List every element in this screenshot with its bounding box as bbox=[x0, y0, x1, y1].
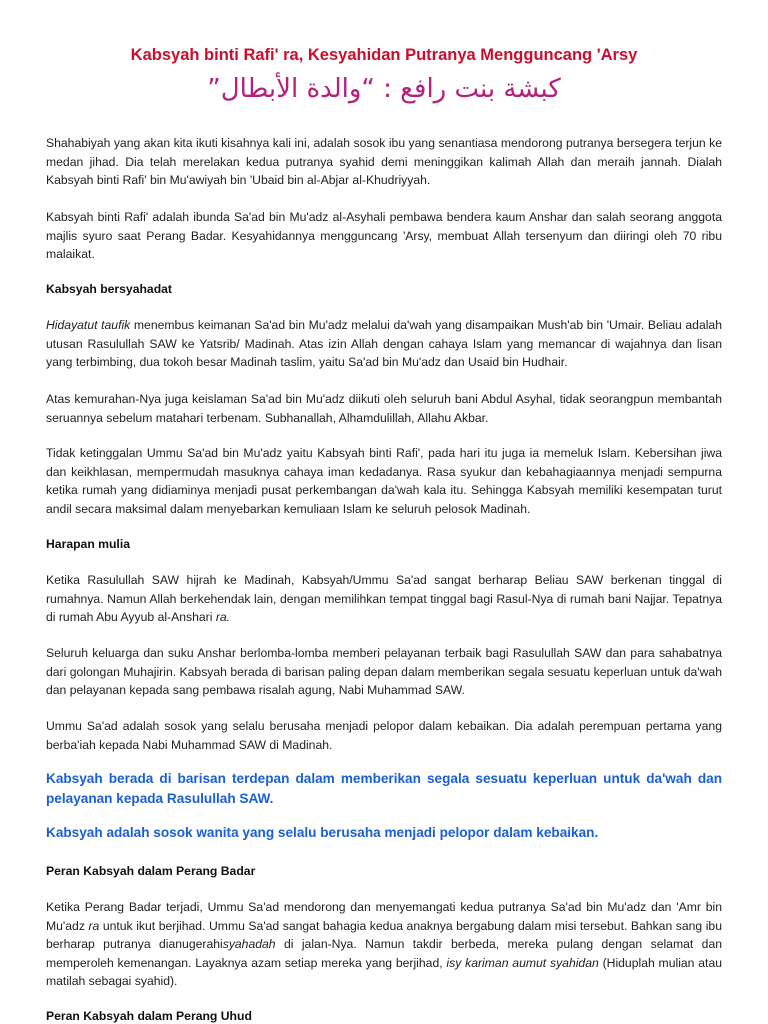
italic-ra: ra. bbox=[215, 610, 231, 624]
paragraph-8: Ummu Sa'ad adalah sosok yang selalu berusaha menjadi pelopor dalam kebaikan. Dia adalah perempuan pertama yang berba'iah kepada Nabi Muhammad SAW di Madinah. bbox=[46, 719, 722, 752]
paragraph-9-text-d: (Hiduplah mulian atau matilah sebagai syahid). bbox=[46, 955, 722, 988]
paragraph-5: Tidak ketinggalan Ummu Sa'ad bin Mu'adz yaitu Kabsyah binti Rafi', pada hari itu juga ia memeluk Islam. Kebersihan jiwa dan keikhlasan, mempermudah masuknya cahaya iman kedadanya. Rasa syukur dan kebahagiaannya menjadi sempurna ketika rumah yang didiaminya menjadi pusat perkembangan da'wah kala itu. Sehingga Kabsyah memiliki kesempatan turut andil secara maksimal dalam menyebarkan kemuliaan Islam ke seluruh pelosok Madinah. bbox=[46, 446, 722, 516]
paragraph-3-text: menembus keimanan Sa'ad bin Mu'adz melalui da'wah yang disampaikan Mush'ab bin 'Umair. Beliau adalah utusan Rasulullah SAW ke Yatsrib/ Madinah. Atas izin Allah dengan cahaya Islam yang memancar di wajahnya dan lisan yang terbimbing, dua tokoh besar Madinah taslim, yaitu Sa'ad bin Mu'adz dan Usaid bin Hudhair. bbox=[46, 318, 722, 369]
paragraph-6-text: Ketika Rasulullah SAW hijrah ke Madinah, Kabsyah/Ummu Sa'ad sangat berharap Beliau SAW berkenan tinggal di rumahnya. Namun Allah berkehendak lain, dengan memilihkan tempat tinggal bagi Rasul-Nya di rumah bani Najjar. Tepatnya di rumah Abu Ayyub al-Anshari bbox=[46, 573, 722, 624]
highlight-quote-2: Kabsyah adalah sosok wanita yang selalu berusaha menjadi pelopor dalam kebaikan. bbox=[46, 825, 599, 840]
heading-perang-uhud: Peran Kabsyah dalam Perang Uhud bbox=[46, 1009, 252, 1023]
paragraph-9 bbox=[46, 898, 722, 991]
heading-harapan-mulia: Harapan mulia bbox=[46, 537, 130, 551]
highlight-quote-1: Kabsyah berada di barisan terdepan dalam memberikan segala sesuatu keperluan untuk da'wah dan pelayanan kepada Rasulullah SAW. bbox=[46, 771, 722, 806]
paragraph-9-text-b: untuk ikut berjihad. Ummu Sa'ad sangat bahagia kedua anaknya bergabung dalam misi tersebut. Bahkan sang ibu berharap putranya dianugerahi bbox=[46, 918, 722, 951]
heading-kabsyah-bersyahadat: Kabsyah bersyahadat bbox=[46, 282, 172, 296]
paragraph-9-text-c: di jalan-Nya. Namun takdir berbeda, mereka pulang dengan selamat dan memperoleh kemenangan. Layaknya azam setiap mereka yang berjihad, bbox=[46, 937, 723, 970]
paragraph-3 bbox=[46, 316, 722, 372]
paragraph-9-text-a: Ketika Perang Badar terjadi, Ummu Sa'ad mendorong dan menyemangati kedua putranya Sa'ad bin Mu'adz dan 'Amr bin Mu'adz bbox=[46, 900, 722, 933]
paragraph-4: Atas kemurahan-Nya juga keislaman Sa'ad bin Mu'adz diikuti oleh seluruh bani Abdul Asyhal, tidak seorangpun membantah seruannya sebelum matahari terbenam. Subhanallah, Alhamdulillah, Allahu Akbar. bbox=[46, 392, 722, 425]
paragraph-2: Kabsyah binti Rafi' adalah ibunda Sa'ad bin Mu'adz al-Asyhali pembawa bendera kaum Anshar dan salah seorang anggota majlis syuro saat Perang Badar. Kesyahidannya mengguncang 'Arsy, membuat Allah tersenyum dan diiringi oleh 70 ribu malaikat. bbox=[46, 210, 722, 261]
italic-ra: ra bbox=[88, 918, 100, 933]
italic-motto: isy kariman aumut syahidan bbox=[446, 955, 599, 970]
arabic-title: كبشة بنت رافع : “والدة الأبطال” bbox=[207, 74, 561, 104]
italic-syahadah: syahadah bbox=[222, 937, 276, 951]
article-title: Kabsyah binti Rafi' ra, Kesyahidan Putranya Mengguncang 'Arsy bbox=[130, 46, 638, 64]
heading-perang-badar: Peran Kabsyah dalam Perang Badar bbox=[46, 864, 256, 878]
paragraph-1: Shahabiyah yang akan kita ikuti kisahnya kali ini, adalah sosok ibu yang senantiasa mendorong putranya bersegera terjun ke medan jihad. Dia telah merelakan kedua putranya syahid demi meninggikan kalimah Allah dan meraih jannah. Dialah Kabsyah binti Rafi' bin Mu'awiyah bin 'Ubaid bin al-Abjar al-Khudriyyah. bbox=[46, 136, 722, 187]
paragraph-7: Seluruh keluarga dan suku Anshar berlomba-lomba memberi pelayanan terbaik bagi Rasulullah SAW dan para sahabatnya dari golongan Muhajirin. Kabsyah berada di barisan paling depan dalam memberikan segala sesuatu keperluan untuk da'wah dan pelayanan kepada sang pembawa risalah agung, Nabi Muhammad SAW. bbox=[46, 646, 722, 697]
italic-term: Hidayatut taufik bbox=[46, 318, 131, 332]
paragraph-6 bbox=[46, 571, 722, 627]
